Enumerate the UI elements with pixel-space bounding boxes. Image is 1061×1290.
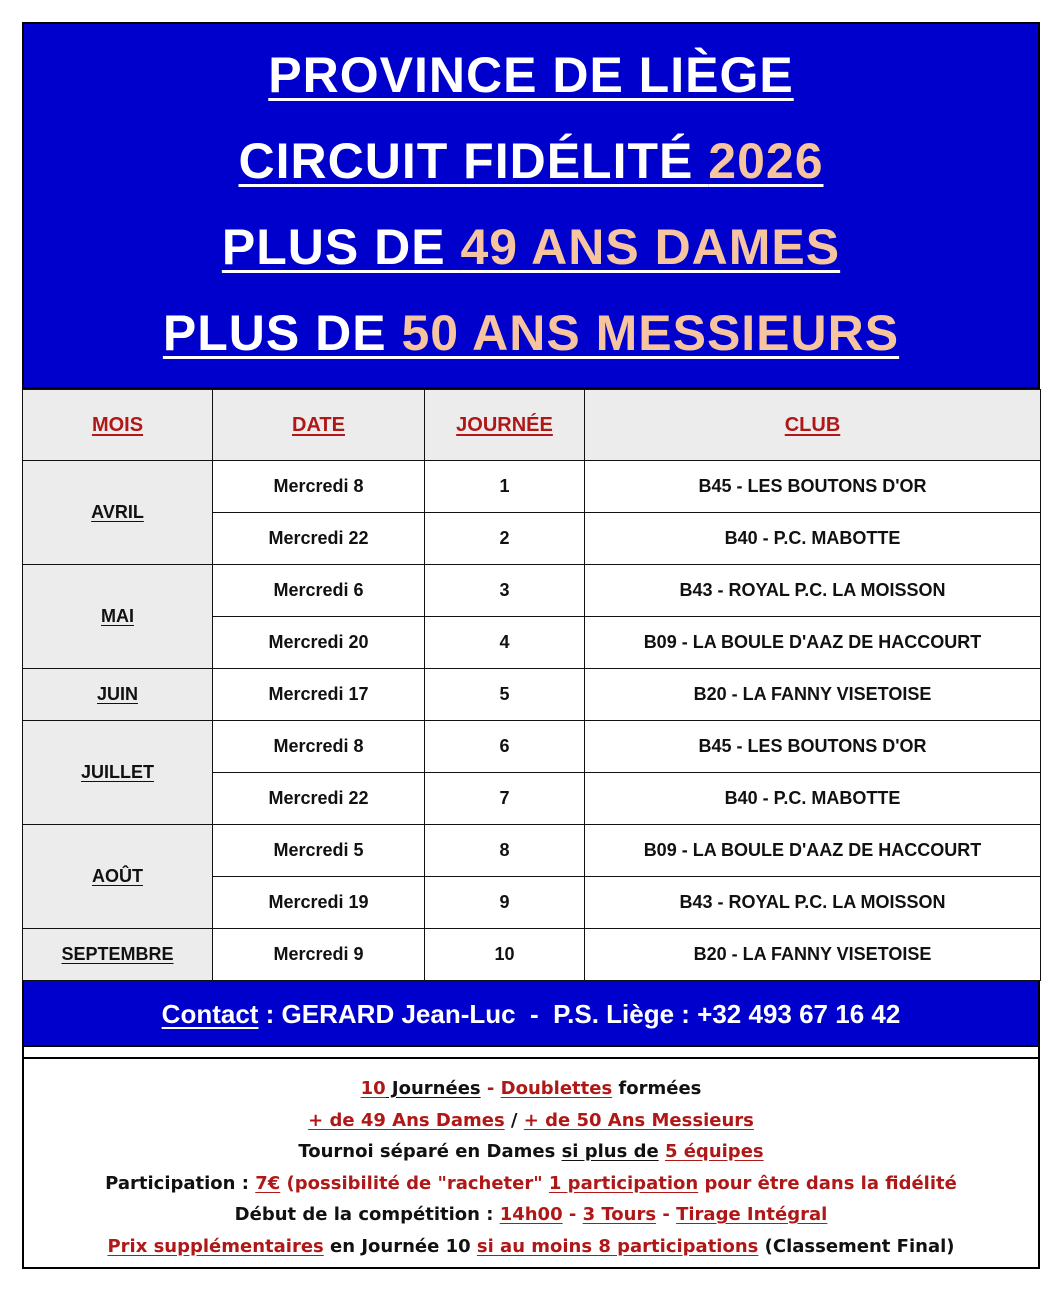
club-cell: B40 - P.C. MABOTTE	[585, 513, 1041, 565]
date-cell: Mercredi 19	[213, 877, 425, 929]
info-line-5: Début de la compétition : 14h00 - 3 Tours - Tirage Intégral	[234, 1204, 828, 1225]
table-row	[23, 825, 1041, 877]
info-box	[22, 1059, 1040, 1269]
title-line-3: PLUS DE 49 ANS DAMES	[221, 219, 841, 275]
club-cell: B43 - ROYAL P.C. LA MOISSON	[585, 877, 1041, 929]
month-cell: AVRIL	[23, 461, 213, 565]
journee-cell: 5	[425, 669, 585, 721]
date-cell: Mercredi 20	[213, 617, 425, 669]
club-cell: B45 - LES BOUTONS D'OR	[585, 721, 1041, 773]
info-line-3: Tournoi séparé en Dames si plus de 5 équipes	[298, 1141, 764, 1162]
journee-cell: 7	[425, 773, 585, 825]
club-cell: B40 - P.C. MABOTTE	[585, 773, 1041, 825]
club-cell: B20 - LA FANNY VISETOISE	[585, 669, 1041, 721]
col-header-journee: JOURNÉE	[425, 390, 585, 461]
table-row	[23, 565, 1041, 617]
month-cell: MAI	[23, 565, 213, 669]
month-cell: JUILLET	[23, 721, 213, 825]
poster	[22, 22, 1040, 1269]
col-header-club: CLUB	[585, 390, 1041, 461]
journee-cell: 6	[425, 721, 585, 773]
contact-text: : GERARD Jean-Luc - P.S. Liège : +32 493 67 16 42	[258, 999, 901, 1029]
journee-cell: 2	[425, 513, 585, 565]
table-row	[23, 461, 1041, 513]
contact-bar	[22, 981, 1040, 1047]
schedule-table	[22, 389, 1041, 981]
journee-cell: 9	[425, 877, 585, 929]
journee-cell: 4	[425, 617, 585, 669]
date-cell: Mercredi 9	[213, 929, 425, 981]
date-cell: Mercredi 17	[213, 669, 425, 721]
col-header-date: DATE	[213, 390, 425, 461]
date-cell: Mercredi 8	[213, 721, 425, 773]
journee-cell: 10	[425, 929, 585, 981]
header-banner	[22, 22, 1040, 389]
separator	[22, 1047, 1040, 1059]
month-cell: JUIN	[23, 669, 213, 721]
table-header-row	[23, 390, 1041, 461]
date-cell: Mercredi 5	[213, 825, 425, 877]
contact-label: Contact	[161, 999, 259, 1029]
club-cell: B45 - LES BOUTONS D'OR	[585, 461, 1041, 513]
journee-cell: 1	[425, 461, 585, 513]
journee-cell: 8	[425, 825, 585, 877]
table-row	[23, 929, 1041, 981]
info-line-4: Participation : 7€ (possibilité de "racheter" 1 participation pour être dans la fidélité	[105, 1172, 957, 1194]
date-cell: Mercredi 8	[213, 461, 425, 513]
table-row	[23, 669, 1041, 721]
info-line-6: Prix supplémentaires en Journée 10 si au moins 8 participations (Classement Final)	[107, 1235, 955, 1257]
month-cell: AOÛT	[23, 825, 213, 929]
club-cell: B09 - LA BOULE D'AAZ DE HACCOURT	[585, 825, 1041, 877]
club-cell: B09 - LA BOULE D'AAZ DE HACCOURT	[585, 617, 1041, 669]
date-cell: Mercredi 22	[213, 513, 425, 565]
month-cell: SEPTEMBRE	[23, 929, 213, 981]
date-cell: Mercredi 6	[213, 565, 425, 617]
journee-cell: 3	[425, 565, 585, 617]
col-header-mois: MOIS	[23, 390, 213, 461]
club-cell: B20 - LA FANNY VISETOISE	[585, 929, 1041, 981]
title-line-2: CIRCUIT FIDÉLITÉ 2026	[238, 133, 824, 189]
table-row	[23, 721, 1041, 773]
club-cell: B43 - ROYAL P.C. LA MOISSON	[585, 565, 1041, 617]
title-line-1: PROVINCE DE LIÈGE	[268, 47, 794, 103]
title-line-4: PLUS DE 50 ANS MESSIEURS	[162, 305, 900, 361]
info-line-1: 10 Journées - Doublettes formées	[360, 1078, 702, 1099]
info-line-2: + de 49 Ans Dames / + de 50 Ans Messieurs	[308, 1109, 754, 1131]
date-cell: Mercredi 22	[213, 773, 425, 825]
